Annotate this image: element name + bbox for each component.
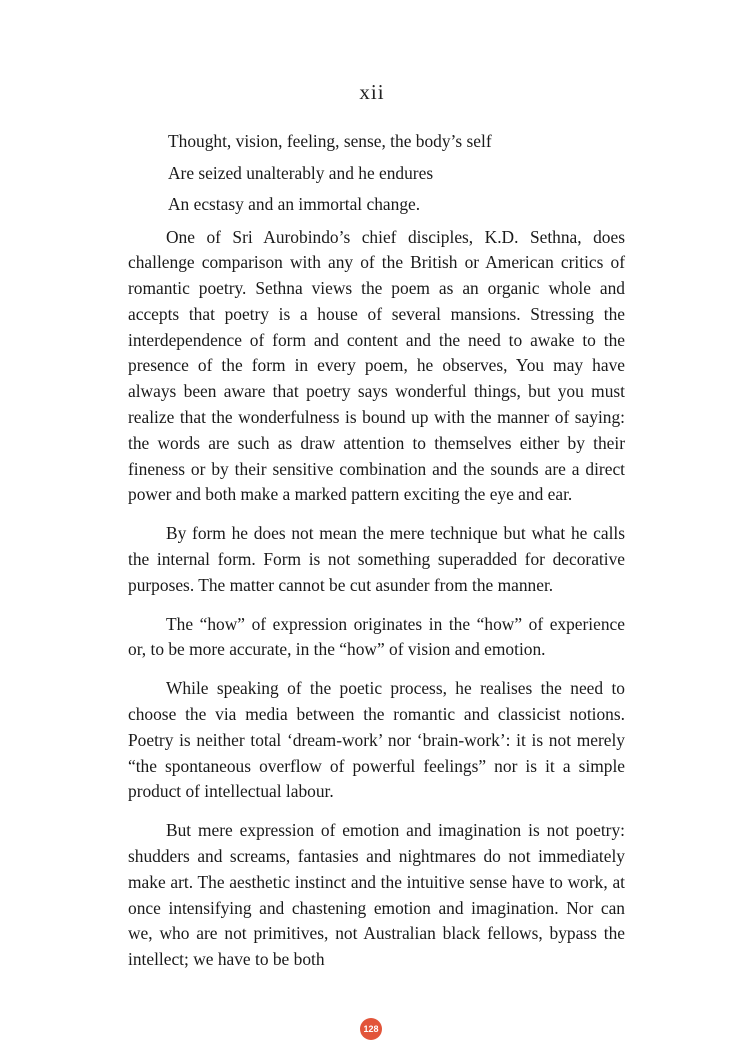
body-text xyxy=(128,130,625,986)
paragraph: The “how” of expression originates in the “how” of experience or, to be more accurate, in the “how” of vision and emotion. xyxy=(128,613,625,660)
verse-line: An ecstasy and an immortal change. xyxy=(168,194,421,214)
page-roman-numeral: xii xyxy=(359,80,385,104)
page-number-badge: 128 xyxy=(360,1018,382,1040)
verse-line: Are seized unalterably and he endures xyxy=(168,162,434,183)
paragraph: By form he does not mean the mere technique but what he calls the internal form. Form is not something superadded for decorative purposes. The matter cannot be cut asunder from the manner. xyxy=(128,523,625,595)
paragraph: One of Sri Aurobindo’s chief disciples, K.D. Sethna, does challenge comparison with any of the British or American critics of romantic poetry. Sethna views the poem as an organic whole and accepts that poetry is a house of several mansions. Stressing the interdependence of form and content and the need to awake to the presence of the form in every poem, he observes, You may have always been aware that poetry says wonderful things, but you must realize that the wonderfulness is bound up with the manner of saying: the words are such as draw attention to themselves either by their fineness or by their sensitive combination and the sounds are a direct power and both make a marked pattern exciting the eye and ear. xyxy=(128,226,625,505)
paragraph: While speaking of the poetic process, he realises the need to choose the via media between the romantic and classicist notions. Poetry is neither total ‘dream-work’ nor ‘brain-work’: it is not merely “the spontaneous overflow of powerful feelings” nor is it a simple product of intellectual labour. xyxy=(128,678,625,802)
paragraph: But mere expression of emotion and imagination is not poetry: shudders and screams, fantasies and nightmares do not immediately make art. The aesthetic instinct and the intuitive sense have to work, at once intensifying and chastening emotion and imagination. Nor can we, who are not primitives, not Australian black fellows, bypass the intellect; we have to be both xyxy=(128,820,625,970)
verse-line: Thought, vision, feeling, sense, the body’s self xyxy=(168,131,492,151)
